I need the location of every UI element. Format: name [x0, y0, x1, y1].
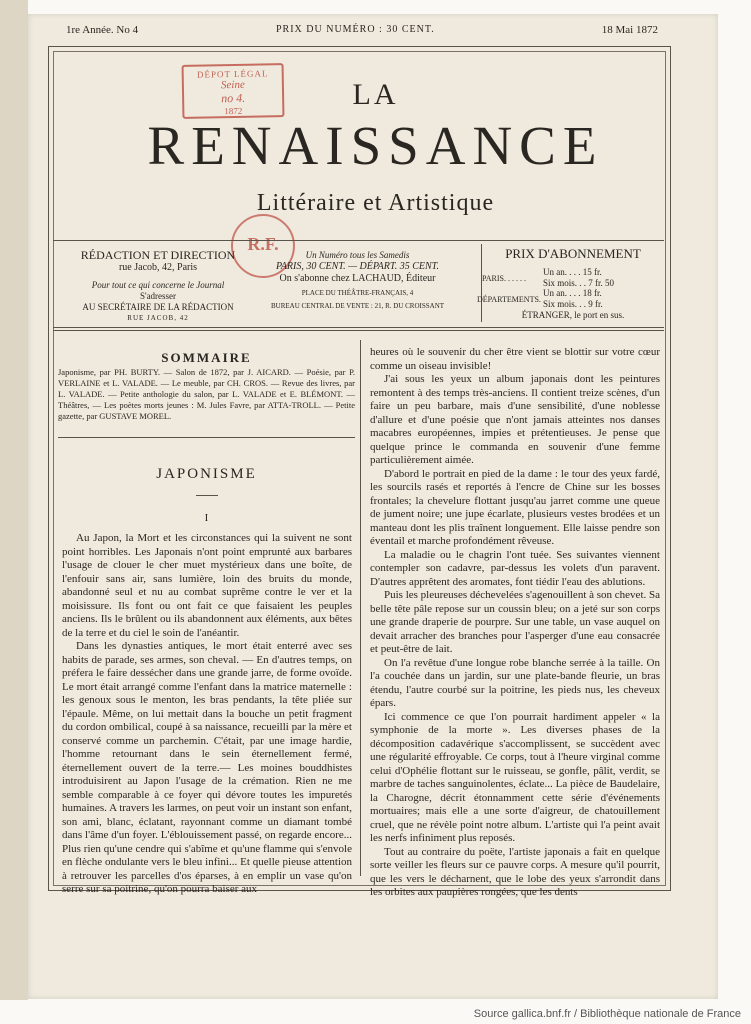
masthead-rule [53, 240, 664, 241]
abonnement-paris-prices: Un an. . . . 15 fr. Six mois. . . 7 fr. 50 [543, 267, 615, 288]
article-title: JAPONISME [156, 466, 257, 482]
paragraph: Puis les pleureuses déchevelées s'agenouillent à son chevet. Sa belle tête pâle repose sur un coussin bleu; on a jeté sur son corps une grande draperie de pourpre. Sur une table, un vase auquel on devait arracher des branches pour l'asperger d'une eau consacrée et peut-être de lait. [370, 589, 660, 655]
source-credit: Source gallica.bnf.fr / Bibliothèque nationale de France [473, 1008, 741, 1020]
paragraph: Tout au contraire du poëte, l'artiste japonais a fait en quelque sorte veiller les fleurs sur ce pauvre corps. A mesure qu'il pourrit, que les vers le décharnent, que le lobe des yeux s'arrondit dans les orbites aux paupières rongées, que les dents [370, 845, 660, 898]
content-rule-top-2 [53, 330, 664, 331]
paragraph: La maladie ou le chagrin l'ont tuée. Ses suivantes viennent contempler son cadavre, par-dessus les volets d'un paravent. D'autres apprêtent des aromates, font tiédir l'eau des ablutions. [370, 548, 660, 588]
issue-line [66, 24, 658, 40]
sommaire-title: SOMMAIRE [161, 350, 252, 365]
abonnement-etranger: ÉTRANGER, le port en sus. [521, 310, 625, 320]
abonnement-dep-label: DÉPARTEMENTS. [477, 295, 541, 304]
paragraph: Ici commence ce que l'on pourrait hardiment appeler « la symphonie de la morte ». Les diverses phases de la décomposition cadavérique s'accomplissent, se succèdent avec une régularité effroyable. Ce corps, tout à l'heure virginal comme celui d'Ophélie flottant sur le ruisseau, se gonfle, pâlit, verdit, se marbre de taches sanguinolentes, éclate... La pièce de Baudelaire, la Charogne, décrit étonnamment cette série d'événements mortuaires; mais elle a une sorte d'aigreur, de chatouillement cruel, que ne révèle point notre album. L'artiste qui l'a peint avait les nerfs infiniment plus reposés. [370, 710, 660, 844]
issue-date: 18 Mai 1872 [601, 24, 658, 36]
article-right-column [370, 346, 660, 900]
content-rule-top [53, 327, 664, 328]
paragraph: J'ai sous les yeux un album japonais dont les peintures remontent à des temps très-anciens. Il contient treize scènes, d'un faire un peu barbare, mais d'une sensibilité, d'une noblesse d'allure et d'une poésie que n'ont jamais atteintes nos danses macabres européennes, impies et prétentieuses. Je pense que quelque prince le commanda en souvenir d'une femme particulièrement aimée. [370, 373, 660, 466]
paragraph: D'abord le portrait en pied de la dame : le tour des yeux fardé, les sourcils rasés et reportés à l'encre de Chine sur les bosses frontales; la chevelure flottant jusqu'au jarret comme une queue de jument noire; une jupe écarlate, plusieurs vestes brodées et un manteau dont les plis traînent longuement. Elle laisse pendre son éventail et marche profondément rêveuse. [370, 467, 660, 547]
redaction-block: RÉDACTION ET DIRECTION rue Jacob, 42, Paris Pour tout ce qui concerne le Journal S'adresser AU SECRÉTAIRE DE LA RÉDACTION RUE JACOB, 42 [80, 248, 236, 322]
abonnement-paris-label: PARIS. . . . . . [482, 274, 526, 283]
paragraph: heures où le souvenir du cher être vient se blottir sur votre cœur comme un oiseau invisible! [370, 346, 660, 372]
depot-legal-stamp: DÉPOT LÉGAL Seine no 4. 1872 [182, 63, 285, 119]
subscription-info-block: Un Numéro tous les Samedis PARIS, 30 CENT. — DÉPART. 35 CENT. On s'abonne chez LACHAUD, Éditeur PLACE DU THÉÂTRE-FRANÇAIS, 4 BUREAU CENTRAL DE VENTE : 21, R. DU CROISSANT [270, 250, 445, 310]
header-divider [481, 244, 482, 322]
title-dash [196, 495, 218, 496]
masthead-subtitle: Littéraire et Artistique [256, 190, 495, 216]
paragraph: Dans les dynasties antiques, le mort était enterré avec ses habits de parade, ses armes, son cheval. — En d'autres temps, on préfera le faire dessécher dans une grande jarre, de forme ovoïde. Le mort était arrangé comme l'enfant dans la matrice maternelle : les genoux sous le menton, les bras pendants, la tête pliée sur l'épaule. Même, on lui mettait dans la bouche un petit fragment du cordon ombilical, coupé à sa naissance, recueilli par la mère et conservé comme un parchemin. C'était, par une image hardie, l'homme retournant dans le sein éternellement fermé, éternellement ouvert de la terre.— Les moines bouddhistes introduisirent au Japon l'usage de la crémation. Rien ne me semble comparable à ce foyer qui dévore toutes les impuretés humaines. A travers les larmes, on peut voir un instant son enfant, son ami, blanc, éclatant, rayonnant comme un diamant tombé dans l'âme d'un foyer. L'éblouissement passé, on regarde encore... Plus rien qu'une cendre qui s'abîme et qu'une flamme qui s'envole en flèche ondulante vers le bleu infini... Et quelle pieuse attention à retrouver les parcelles d'os éparses, à en emplir un vase qu'on serre sur sa poitrine, qu'on pourra baiser aux [62, 640, 352, 895]
paragraph: Au Japon, la Mort et les circonstances qui la suivent ne sont point horribles. Les Japonais n'ont point emprunté aux barbares l'usage de clouer le cher muet mystérieux dans une boîte, de l'enfouir sans air, sans lumière, loin des bruits du monde, abandonné seul et nu au combat suprême contre le ver et la moisissure. Ils font ou ont fait ce que faisaient les peuples anciens. Ils le brûlent ou ils abandonnent aux éléments, aux bêtes de la terre et du ciel le soin de l'anéantir. [62, 532, 352, 639]
abonnement-dep-prices: Un an. . . . 18 fr. Six mois. . . 9 fr. [543, 288, 603, 309]
section-number: I [204, 512, 209, 524]
paragraph: On l'a revêtue d'une longue robe blanche serrée à la taille. On l'a couchée dans un jardin, sur une plate-bande fleurie, un bras étendu, l'autre courbé sur la poitrine, les pieds nus, les cheveux épars. [370, 656, 660, 709]
republique-seal-stamp: R.F. [231, 214, 295, 278]
article-left-column [62, 532, 352, 897]
masthead-title: RENAISSANCE [147, 115, 604, 176]
sommaire-rule [58, 437, 355, 438]
issue-price: PRIX DU NUMÉRO : 30 CENT. [276, 24, 435, 35]
masthead-article: LA [352, 78, 399, 111]
abonnement-title: PRIX D'ABONNEMENT [505, 246, 641, 261]
column-divider [360, 340, 361, 876]
sommaire-text: Japonisme, par PH. BURTY. — Salon de 1872, par J. AICARD. — Poésie, par P. VERLAINE et L. VALADE. — Le meuble, par CH. CROS. — Revue des livres, par L. VALADE. — Petite anthologie du salon, par L. VALADE et E. BLÉMONT. — Théâtres, — Les poètes morts jeunes : M. Jules Favre, par ATTA-TROLL. — Petite gazette, par GUSTAVE MOREL. [58, 367, 355, 421]
issue-number: 1re Année. No 4 [66, 24, 139, 36]
